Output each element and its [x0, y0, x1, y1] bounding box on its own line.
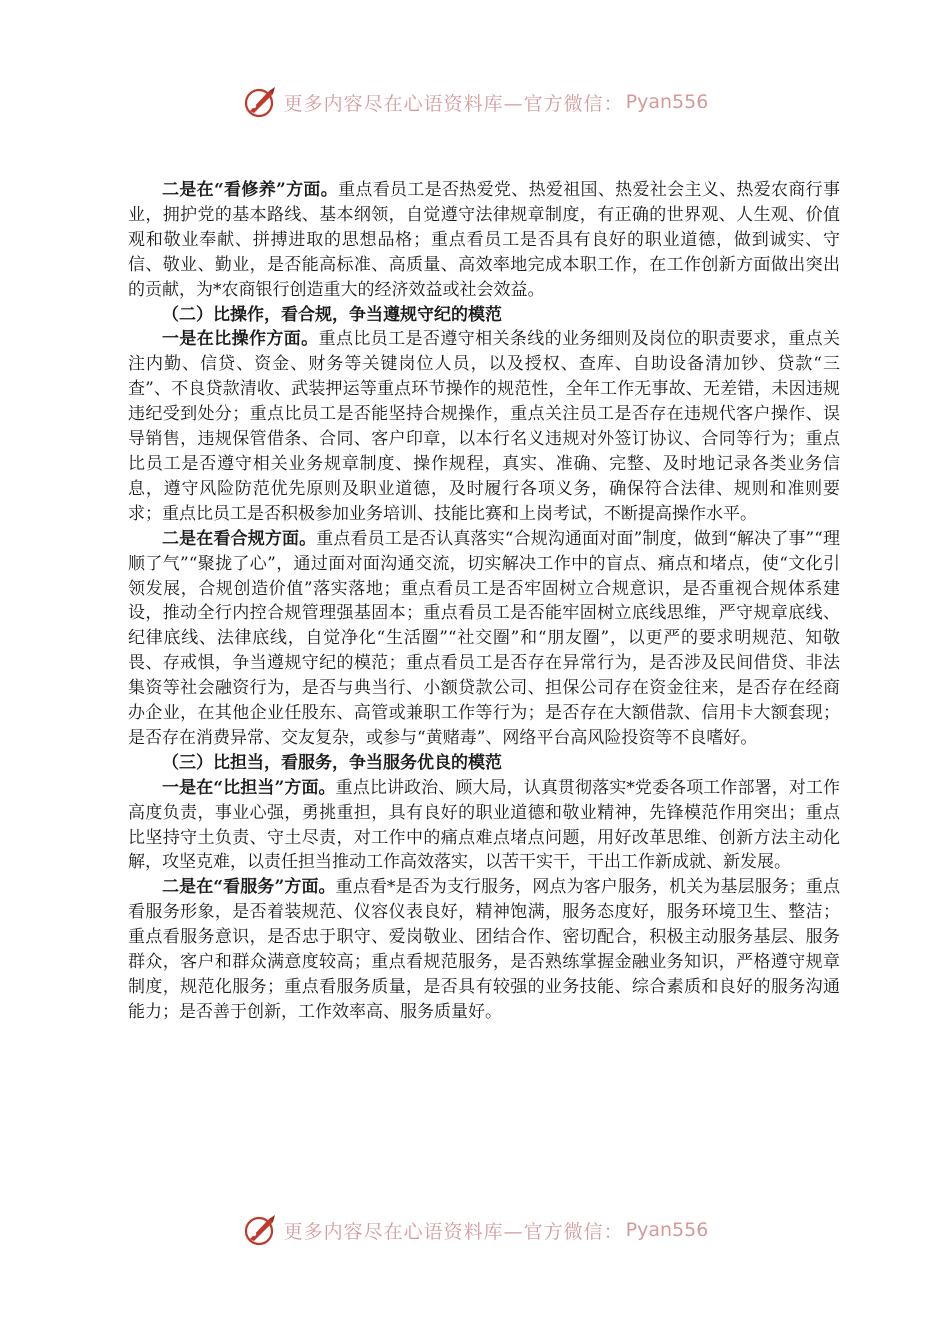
paragraph-lead: 一是在“比担当”方面。: [162, 777, 336, 798]
watermark-text: 更多内容尽在心语资料库—官方微信：: [283, 1220, 624, 1243]
paragraph-text: 重点看*是否为支行服务，网点为客户服务，机关为基层服务；重点看服务形象，是否着装规范、仪容仪表良好，精神饱满，服务态度好，服务环境卫生、整洁；重点看服务意识，是否忠于职守、爱岗敬业、团结合作、密切配合，积极主动服务基层、服务群众，客户和群众满意度较高；重点看规范服务，是否熟练掌握金融业务知识，严格遵守规章制度，规范化服务；重点看服务质量，是否具有较强的业务技能、综合素质和良好的服务沟通能力；是否善于创新，工作效率高、服务质量好。: [128, 877, 840, 1022]
watermark-wechat-id: Pyan556: [625, 91, 709, 113]
watermark-banner-top: [0, 82, 950, 122]
paragraph-lead: 一是在比操作方面。: [162, 329, 319, 350]
watermark-banner-bottom: [0, 1210, 950, 1250]
paragraph-text: 重点看员工是否热爱党、热爱祖国、热爱社会主义、热爱农商行事业，拥护党的基本路线、基本纲领，自觉遵守法律规章制度，有正确的世界观、人生观、价值观和敬业奉献、拼搏进取的思想品格；重点看员工是否具有良好的职业道德，做到诚实、守信、敬业、勤业，是否能高标准、高质量、高效率地完成本职工作，在工作创新方面做出突出的贡献，为*农商银行创造重大的经济效益或社会效益。: [128, 180, 841, 300]
section-heading-3: （三）比担当，看服务，争当服务优良的模范: [162, 752, 502, 773]
paragraph-lead: 二是在“看服务”方面。: [162, 877, 336, 898]
paragraph-text: 重点比讲政治、顾大局，认真贯彻落实*党委各项工作部署，对工作高度负责，事业心强，勇挑重担，具有良好的职业道德和敬业精神，先锋模范作用突出；重点比坚持守土负责、守土尽责，对工作中的痛点难点堵点问题，用好改革思维、创新方法主动化解，攻坚克难，以责任担当推动工作高效落实，以苦干实干，干出工作新成就、新发展。: [128, 777, 840, 873]
quill-logo-icon: [242, 84, 278, 120]
paragraph-kan-fuwu: [128, 875, 840, 1024]
paragraph-lead: 二是在“看修养”方面。: [162, 180, 339, 200]
paragraph-bi-dandang: [128, 776, 840, 876]
paragraph-bi-caozuo: [128, 327, 840, 526]
paragraph-text: 重点看员工是否认真落实“合规沟通面对面”制度，做到“解决了事”“理顺了气”“聚拢了心”，通过面对面沟通交流，切实解决工作中的盲点、痛点和堵点，使“文化引领发展，合规创造价值”落实落地；重点看员工是否牢固树立合规意识，是否重视合规体系建设，推动全行内控合规管理强基固本；重点看员工是否能牢固树立底线思维，严守规章底线、纪律底线、法律底线，自觉净化“生活圈”“社交圈”和“朋友圈”，以更严的要求明规范、知敬畏、存戒惧，争当遵规守纪的模范；重点看员工是否存在异常行为，是否涉及民间借贷、非法集资等社会融资行为，是否与典当行、小额贷款公司、担保公司存在资金往来，是否存在经商办企业，在其他企业任股东、高管或兼职工作等行为；是否存在大额借款、信用卡大额套现；是否存在消费异常、交友复杂，或参与“黄赌毒”、网络平台高风险投资等不良嗜好。: [128, 528, 840, 748]
document-body: [128, 178, 840, 1025]
paragraph-text: 重点比员工是否遵守相关条线的业务细则及岗位的职责要求，重点关注内勤、信贷、资金、财务等关键岗位人员，以及授权、查库、自助设备清加钞、贷款“三查”、不良贷款清收、武装押运等重点环节操作的规范性，全年工作无事故、无差错，未因违规违纪受到处分；重点比员工是否能坚持合规操作，重点关注员工是否存在违规代客户操作、误导销售，违规保管借条、合同、客户印章，以本行名义违规对外签订协议、合同等行为；重点比员工是否遵守相关业务规章制度、操作规程，真实、准确、完整、及时地记录各类业务信息，遵守风险防范优先原则及职业道德，及时履行各项义务，确保符合法律、规则和准则要求；重点比员工是否积极参加业务培训、技能比赛和上岗考试，不断提高操作水平。: [128, 329, 841, 524]
paragraph-kan-xiuyang: [128, 178, 840, 303]
watermark-wechat-id: Pyan556: [625, 1219, 709, 1241]
quill-logo-icon: [242, 1212, 278, 1248]
paragraph-lead: 二是在看合规方面。: [162, 528, 317, 549]
paragraph-kan-hegui: [128, 527, 840, 751]
watermark-text: 更多内容尽在心语资料库—官方微信：: [283, 92, 624, 115]
section-heading-2: （二）比操作，看合规，争当遵规守纪的模范: [162, 304, 502, 325]
